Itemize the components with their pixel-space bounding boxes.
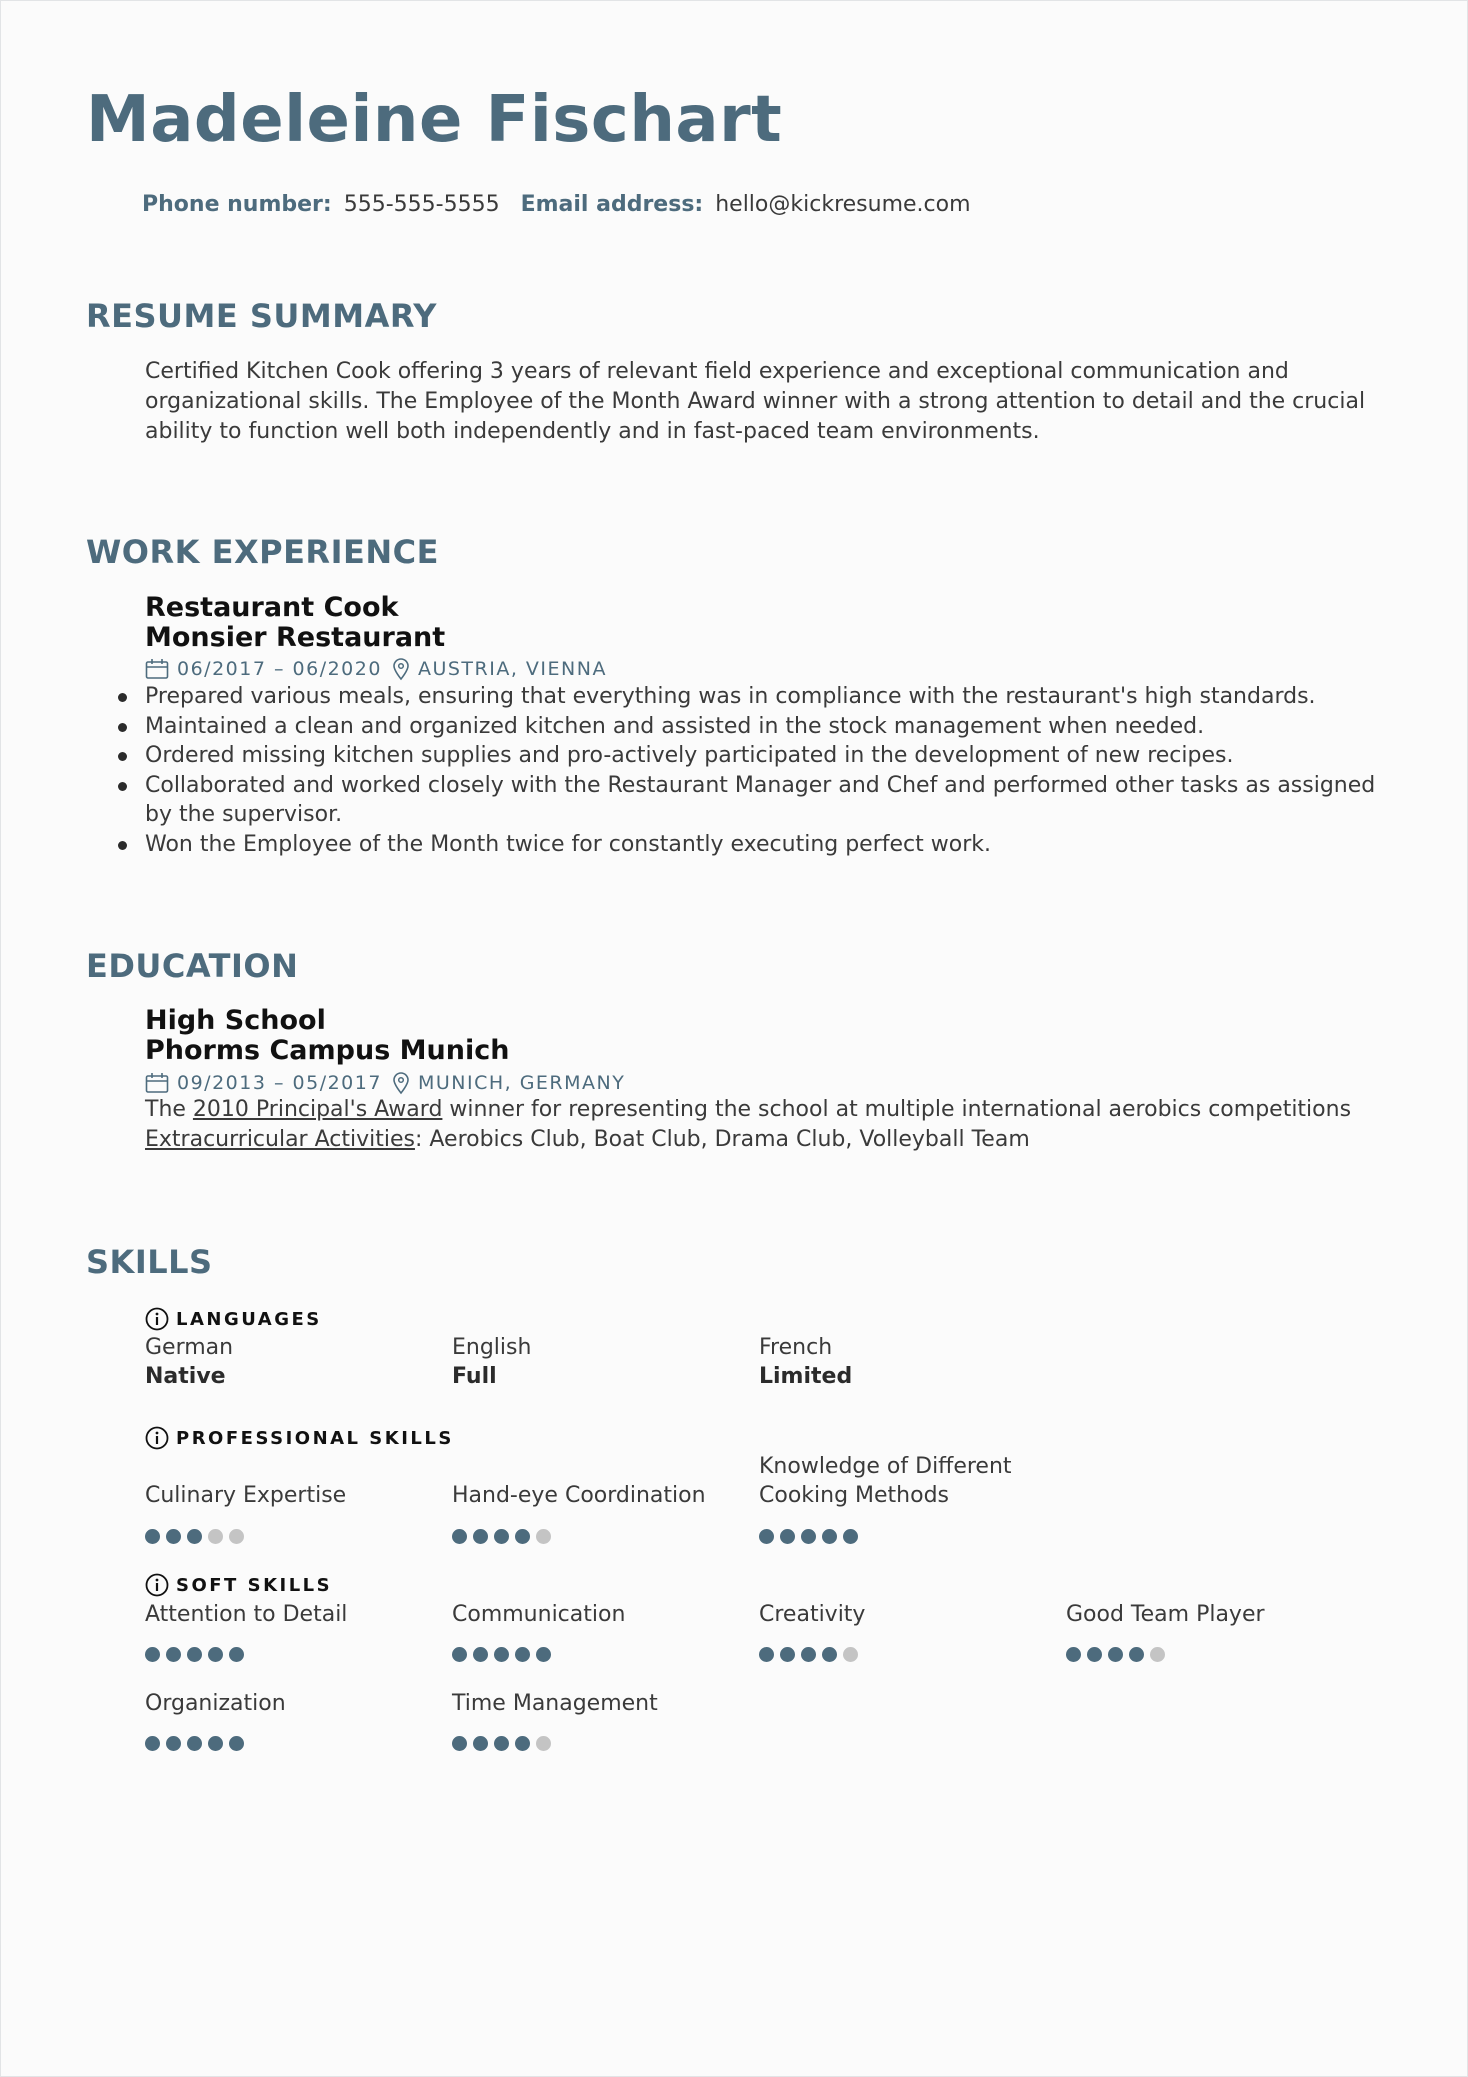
rating-dot-empty	[843, 1647, 858, 1662]
rating-dot-filled	[208, 1647, 223, 1662]
list-item: Maintained a clean and organized kitchen and assisted in the stock management when needed.	[145, 712, 1385, 742]
rating-dot-filled	[229, 1647, 244, 1662]
summary-title: RESUME SUMMARY	[86, 297, 437, 335]
rating-dot-filled	[473, 1529, 488, 1544]
rating-dot-filled	[166, 1529, 181, 1544]
rating-dot-filled	[452, 1529, 467, 1544]
skill-rating	[145, 1736, 250, 1751]
rating-dot-filled	[494, 1736, 509, 1751]
rating-dot-filled	[822, 1529, 837, 1544]
rating-dot-filled	[187, 1736, 202, 1751]
skill-name: Knowledge of Different Cooking Methods	[759, 1454, 1012, 1508]
skill-name: Good Team Player	[1066, 1602, 1265, 1627]
rating-dot-filled	[843, 1529, 858, 1544]
rating-dot-empty	[208, 1529, 223, 1544]
education-dates: 09/2013 – 05/2017	[177, 1072, 382, 1094]
education-title: EDUCATION	[86, 947, 299, 985]
education-location-wrap	[392, 1071, 625, 1095]
job-title: Restaurant Cook	[145, 592, 399, 623]
info-icon	[145, 1573, 169, 1597]
skill-name: Hand-eye Coordination	[452, 1483, 706, 1508]
rating-dot-filled	[1108, 1647, 1123, 1662]
languages-subhead	[145, 1307, 322, 1331]
rating-dot-empty	[536, 1736, 551, 1751]
skill-name: Organization	[145, 1691, 286, 1716]
rating-dot-filled	[536, 1647, 551, 1662]
rating-dot-empty	[229, 1529, 244, 1544]
skill-name: Time Management	[452, 1691, 658, 1716]
award-link[interactable]: 2010 Principal's Award	[192, 1097, 443, 1122]
professional-label: PROFESSIONAL SKILLS	[176, 1427, 454, 1449]
job-bullets	[145, 682, 1385, 860]
list-item: Ordered missing kitchen supplies and pro-actively participated in the development of new recipes.	[145, 741, 1385, 771]
location-pin-icon	[392, 657, 410, 681]
job-location: AUSTRIA, VIENNA	[417, 658, 607, 680]
email-value[interactable]: hello@kickresume.com	[715, 192, 971, 217]
award-prefix: The	[145, 1097, 193, 1122]
language-level: Limited	[759, 1364, 853, 1389]
contact-line	[142, 192, 985, 217]
skill-rating	[452, 1647, 557, 1662]
rating-dot-filled	[229, 1736, 244, 1751]
rating-dot-filled	[145, 1647, 160, 1662]
language-level: Native	[145, 1364, 226, 1389]
rating-dot-filled	[473, 1647, 488, 1662]
rating-dot-filled	[801, 1529, 816, 1544]
school-name: Phorms Campus Munich	[145, 1035, 510, 1066]
rating-dot-filled	[515, 1647, 530, 1662]
rating-dot-filled	[473, 1736, 488, 1751]
language-name: French	[759, 1335, 833, 1360]
calendar-icon	[145, 1072, 169, 1094]
degree-title: High School	[145, 1005, 326, 1036]
skill-rating	[145, 1647, 250, 1662]
rating-dot-filled	[494, 1529, 509, 1544]
rating-dot-filled	[145, 1529, 160, 1544]
company-name: Monsier Restaurant	[145, 622, 446, 653]
skill-rating	[759, 1529, 864, 1544]
rating-dot-filled	[759, 1529, 774, 1544]
rating-dot-filled	[145, 1736, 160, 1751]
rating-dot-filled	[452, 1736, 467, 1751]
activities-link[interactable]: Extracurricular Activities	[145, 1127, 415, 1152]
award-suffix: winner for representing the school at multiple international aerobics competitions	[442, 1097, 1352, 1122]
rating-dot-filled	[166, 1736, 181, 1751]
rating-dot-filled	[515, 1736, 530, 1751]
skill-name: Communication	[452, 1602, 626, 1627]
education-location: MUNICH, GERMANY	[417, 1072, 626, 1094]
phone-value: 555-555-5555	[343, 192, 500, 217]
skill-rating	[1066, 1647, 1171, 1662]
rating-dot-filled	[759, 1647, 774, 1662]
phone-label: Phone number:	[142, 192, 332, 217]
education-activities-line	[145, 1127, 1030, 1152]
rating-dot-filled	[187, 1529, 202, 1544]
rating-dot-filled	[1087, 1647, 1102, 1662]
soft-skills-subhead	[145, 1573, 332, 1597]
list-item: Collaborated and worked closely with the Restaurant Manager and Chef and performed other tasks as assigned by the supervisor.	[145, 771, 1385, 830]
skill-rating	[145, 1529, 250, 1544]
rating-dot-empty	[1150, 1647, 1165, 1662]
skills-title: SKILLS	[86, 1243, 213, 1281]
rating-dot-filled	[452, 1647, 467, 1662]
soft-skills-label: SOFT SKILLS	[176, 1574, 333, 1596]
calendar-icon	[145, 658, 169, 680]
rating-dot-empty	[536, 1529, 551, 1544]
candidate-name: Madeleine Fischart	[86, 83, 783, 157]
rating-dot-filled	[166, 1647, 181, 1662]
rating-dot-filled	[494, 1647, 509, 1662]
skill-name: Attention to Detail	[145, 1602, 348, 1627]
info-icon	[145, 1426, 169, 1450]
education-award-line	[145, 1097, 1351, 1122]
job-dates: 06/2017 – 06/2020	[177, 658, 382, 680]
list-item: Won the Employee of the Month twice for constantly executing perfect work.	[145, 830, 1385, 860]
language-name: German	[145, 1335, 234, 1360]
skill-name: Culinary Expertise	[145, 1483, 347, 1508]
rating-dot-filled	[1129, 1647, 1144, 1662]
skill-rating	[452, 1736, 557, 1751]
list-item: Prepared various meals, ensuring that everything was in compliance with the restaurant's high standards.	[145, 682, 1385, 712]
language-name: English	[452, 1335, 532, 1360]
info-icon	[145, 1307, 169, 1331]
activities-text: : Aerobics Club, Boat Club, Drama Club, Volleyball Team	[414, 1127, 1030, 1152]
email-label: Email address:	[520, 192, 704, 217]
rating-dot-filled	[208, 1736, 223, 1751]
rating-dot-filled	[780, 1529, 795, 1544]
rating-dot-filled	[780, 1647, 795, 1662]
professional-subhead	[145, 1426, 454, 1450]
skill-name: Creativity	[759, 1602, 866, 1627]
rating-dot-filled	[187, 1647, 202, 1662]
rating-dot-filled	[801, 1647, 816, 1662]
skill-rating	[759, 1647, 864, 1662]
language-level: Full	[452, 1364, 497, 1389]
skill-rating	[452, 1529, 557, 1544]
education-meta	[145, 1071, 625, 1095]
rating-dot-filled	[822, 1647, 837, 1662]
rating-dot-filled	[515, 1529, 530, 1544]
languages-label: LANGUAGES	[176, 1308, 322, 1330]
job-location-wrap	[392, 657, 607, 681]
experience-title: WORK EXPERIENCE	[86, 533, 439, 571]
rating-dot-filled	[1066, 1647, 1081, 1662]
job-meta	[145, 657, 607, 681]
summary-text: Certified Kitchen Cook offering 3 years of relevant field experience and exceptional communication and organizational skills. The Employee of the Month Award winner with a strong attention to detail and the crucial ability to function well both independently and in fast-paced team environments.	[145, 359, 1366, 444]
location-pin-icon	[392, 1071, 410, 1095]
